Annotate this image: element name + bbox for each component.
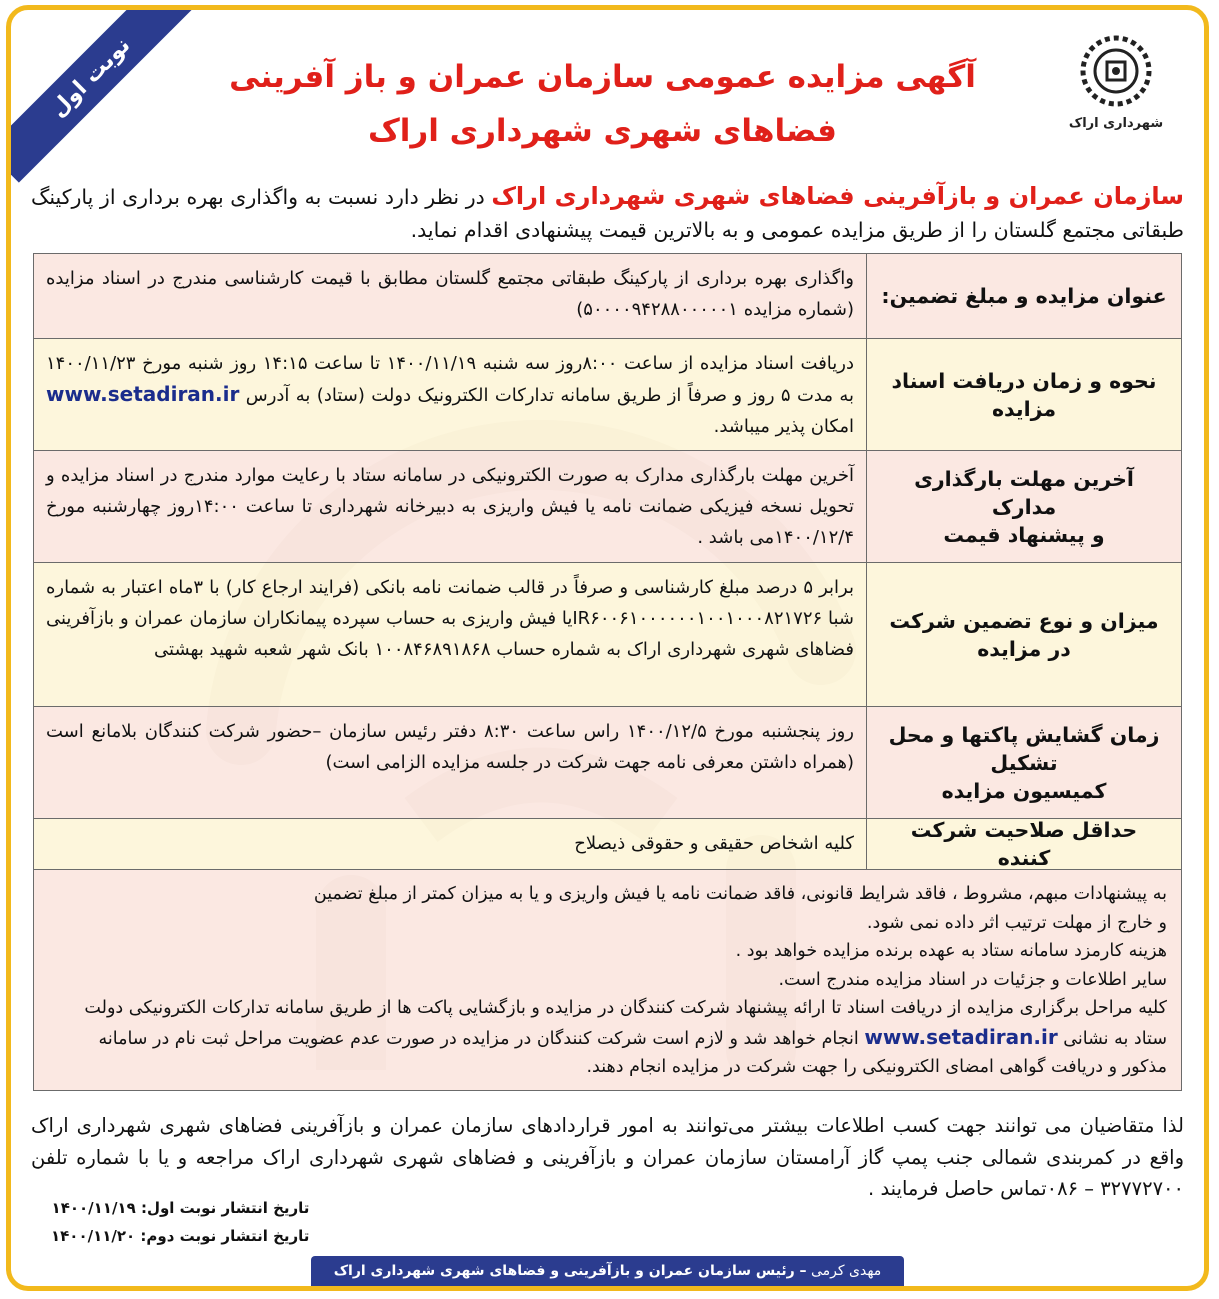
row-label [866, 707, 1181, 818]
row-content: روز پنجشنبه مورخ ۱۴۰۰/۱۲/۵ راس ساعت ۸:۳۰ دفتر رئیس سازمان –حضور شرکت کنندگان بلامانع است (همراه داشتن معرفی نامه جهت شرکت در جلسه مزایده الزامی است) [46, 721, 854, 773]
row-content: کلیه اشخاص حقیقی و حقوقی ذیصلاح [574, 833, 854, 854]
table-row [34, 254, 1181, 339]
note-text: انجام خواهد شد و لازم است شرکت کنندگان در مزایده در صورت عدم عضویت مراحل ثبت نام در سامانه مذکور و دریافت گواهی امضای الکترونیکی را جهت شرکت در مزایده انجام دهند. [98, 1028, 1167, 1077]
publication-date-2: تاریخ انتشار نوبت دوم: ۱۴۰۰/۱۱/۲۰ [51, 1227, 310, 1245]
publication-ribbon: نوبت اول [6, 5, 196, 183]
signature-bar [311, 1256, 904, 1286]
page-title [171, 50, 1034, 158]
setadiran-link[interactable]: www.setadiran.ir [864, 1024, 1058, 1049]
row-label-line: آخرین مهلت بارگذاری مدارک [914, 466, 1134, 519]
municipality-emblem-icon [1077, 32, 1155, 110]
row-content: برابر ۵ درصد مبلغ کارشناسی و صرفاً در قالب ضمانت نامه بانکی (فرایند ارجاع کار) با ۳ماه اعتبار به شماره شبا IR۶۰۰۶۱۰۰۰۰۰۰۱۰۰۱۰۰۰۸۲۱۷۲۶یا فیش واریزی به حساب سپرده پیمانکاران سازمان عمران و بازآفرینی فضاهای شهری شهرداری اراک به شماره حساب ۱۰۰۸۴۶۸۹۱۸۶۸ بانک شهر شعبه شهید بهشتی [46, 577, 854, 660]
logo-caption: شهرداری اراک [1068, 116, 1164, 131]
signature-name: مهدی کرمی [811, 1263, 882, 1279]
row-label-line: کمیسیون مزایده [941, 778, 1107, 803]
signature-title: – رئیس سازمان عمران و بازآفرینی و فضاهای شهری شهرداری اراک [333, 1263, 807, 1279]
notice-frame [6, 5, 1209, 1291]
note-line: سایر اطلاعات و جزئیات در اسناد مزایده مندرج است. [778, 969, 1167, 990]
row-label: میزان و نوع تضمین شرکت در مزایده [866, 563, 1181, 706]
row-label: حداقل صلاحیت شرکت کننده [866, 819, 1181, 869]
title-line-2: فضاهای شهری شهرداری اراک [368, 113, 837, 149]
note-text: کلیه مراحل برگزاری مزایده از دریافت اسناد تا ارائه پیشنهاد شرکت کنندگان در مزایده و بازگشایی پاکت ها از طریق سامانه تدارکات الکترونیکی دولت ستاد به نشانی [84, 998, 1167, 1049]
row-content: واگذاری بهره برداری از پارکینگ طبقاتی مجتمع گلستان مطابق با قیمت کارشناسی مندرج در اسناد مزایده (شماره مزایده ۵۰۰۰۰۹۴۲۸۸۰۰۰۰۰۱) [46, 268, 854, 320]
row-label [866, 451, 1181, 562]
table-row [34, 563, 1181, 707]
row-label-line: زمان گشایش پاکتها و محل تشکیل [888, 722, 1160, 775]
row-label: عنوان مزایده و مبلغ تضمین: [866, 254, 1181, 338]
auction-table [33, 253, 1182, 1091]
table-row [34, 339, 1181, 451]
note-line: هزینه کارمزد سامانه ستاد به عهده برنده مزایده خواهد بود . [735, 941, 1167, 961]
row-content: آخرین مهلت بارگذاری مدارک به صورت الکترونیکی در سامانه ستاد با رعایت موارد مندرج در اسناد مزایده و تحویل نسخه فیزیکی ضمانت نامه یا فیش واریزی به دبیرخانه شهرداری تا ساعت ۱۴:۰۰روز چهارشنبه مورخ ۱۴۰۰/۱۲/۴می باشد . [46, 465, 854, 548]
publication-date-1: تاریخ انتشار نوبت اول: ۱۴۰۰/۱۱/۱۹ [51, 1199, 310, 1217]
row-label: نحوه و زمان دریافت اسناد مزایده [866, 339, 1181, 450]
row-content-text: امکان پذیر میباشد. [713, 416, 854, 437]
setadiran-link[interactable]: www.setadiran.ir [46, 382, 240, 406]
footer-paragraph: لذا متقاضیان می توانند جهت کسب اطلاعات بیشتر می‌توانند به امور قراردادهای سازمان عمران و بازآفرینی فضاهای شهری شهرداری اراک واقع در کمربندی شمالی جنب پمپ گاز آرامستان سازمان عمران و بازآفرینی و فضاهای شهری شهرداری اراک مراجعه و یا با شماره تلفن ۳۲۷۷۲۷۰۰ – ۰۸۶تماس حاصل فرمایند . [31, 1114, 1184, 1200]
conditions-notes [34, 870, 1181, 1090]
note-line [54, 994, 1167, 1082]
intro-paragraph [31, 180, 1184, 247]
row-content [34, 339, 866, 450]
intro-org: سازمان عمران و بازآفرینی فضاهای شهری شهرداری اراک [491, 182, 1184, 210]
intro-text: در نظر دارد نسبت به واگذاری بهره برداری از پارکینگ طبقاتی مجتمع گلستان را از طریق مزایده عمومی و به بالاترین قیمت پیشنهادی اقدام نماید. [31, 185, 1184, 242]
note-line: به پیشنهادات مبهم، مشروط ، فاقد شرایط قانونی، فاقد ضمانت نامه یا فیش واریزی و یا به میزان کمتر از مبلغ تضمین [313, 884, 1167, 904]
note-line: و خارج از مهلت ترتیب اثر داده نمی شود. [866, 912, 1167, 933]
table-row [34, 451, 1181, 563]
title-line-1: آگهی مزایده عمومی سازمان عمران و باز آفرینی [229, 59, 976, 95]
publication-dates [51, 1194, 309, 1250]
row-label-line: و پیشنهاد قیمت [943, 522, 1105, 547]
table-row [34, 707, 1181, 819]
table-row [34, 819, 1181, 870]
row-content-text: دریافت اسناد مزایده از ساعت ۸:۰۰روز سه شنبه ۱۴۰۰/۱۱/۱۹ تا ساعت ۱۴:۱۵ روز شنبه مورخ ۱۴۰۰/۱۱/۲۳ به مدت ۵ روز و صرفاً از طریق سامانه تدارکات الکترونیک دولت (ستاد) به آدرس [46, 353, 855, 406]
municipality-logo [1056, 32, 1176, 131]
header [11, 10, 1204, 175]
